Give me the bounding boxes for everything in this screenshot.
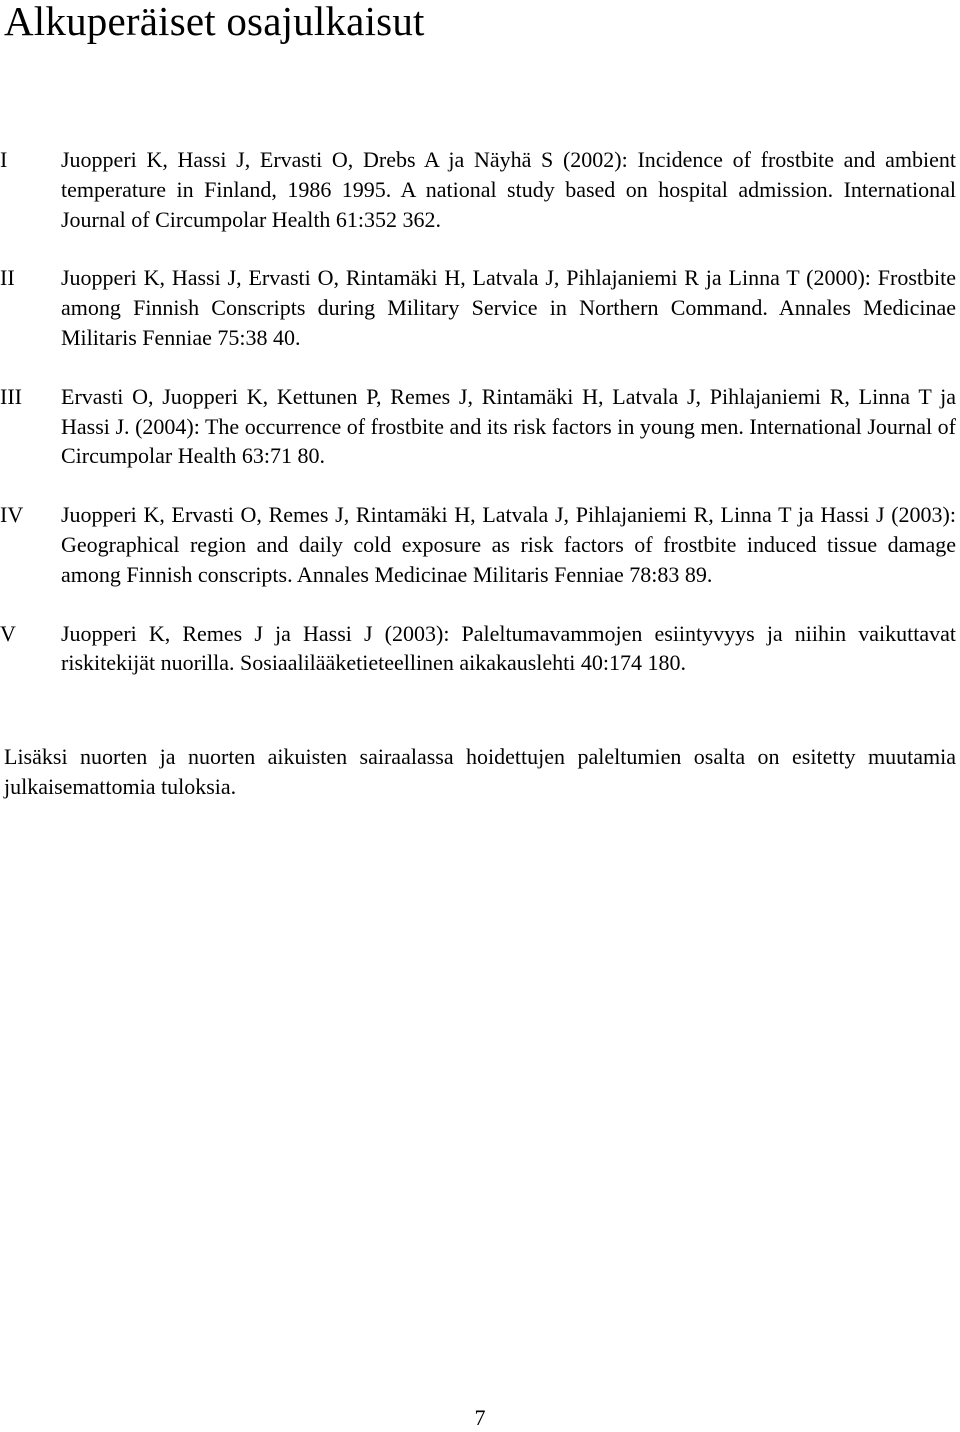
publication-number: V [0,620,16,646]
publication-item-5 [0,619,960,679]
publication-number: II [0,265,15,291]
publication-citation: Juopperi K, Ervasti O, Remes J, Rintamäki H, Latvala J, Pihlajaniemi R, Linna T ja Hassi J (2003): Geographical region and daily cold exposure as risk factors of frostbite induced tissue damage among Finnish conscripts. Annales Medicinae Militaris Fenniae 78:83 89. [61,502,956,587]
closing-paragraph: Lisäksi nuorten ja nuorten aikuisten sairaalassa hoidettujen paleltumien osalta on esitetty muutamia julkaisemattomia tuloksia. [4,744,956,799]
page-title: Alkuperäiset osajulkaisut [4,0,425,44]
publication-citation: Juopperi K, Hassi J, Ervasti O, Drebs A ja Näyhä S (2002): Incidence of frostbite and ambient temperature in Finland, 1986 1995. A national study based on hospital admission. International Journal of Circumpolar Health 61:352 362. [61,147,956,232]
publication-item-3 [0,382,960,471]
page-number: 7 [474,1405,486,1430]
publication-citation: Juopperi K, Remes J ja Hassi J (2003): Paleltumavammojen esiintyvyys ja niihin vaikuttavat riskitekijät nuorilla. Sosiaalilääketieteellinen aikakauslehti 40:174 180. [61,620,956,676]
publication-number: I [0,147,8,172]
publication-number: IV [0,502,24,528]
publication-item-4 [0,500,960,589]
publication-list [0,145,960,707]
publication-item-1 [0,145,960,234]
publication-number: III [0,383,22,409]
publication-citation: Juopperi K, Hassi J, Ervasti O, Rintamäki H, Latvala J, Pihlajaniemi R ja Linna T (2000): Frostbite among Finnish Conscripts during Military Service in Northern Command. Annales Medicinae Militaris Fenniae 75:38 40. [61,265,956,350]
publication-item-2 [0,263,960,352]
publication-citation: Ervasti O, Juopperi K, Kettunen P, Remes J, Rintamäki H, Latvala J, Pihlajaniemi R, Linna T ja Hassi J. (2004): The occurrence of frostbite and its risk factors in young men. International Journal of Circumpolar Health 63:71 80. [61,383,956,469]
